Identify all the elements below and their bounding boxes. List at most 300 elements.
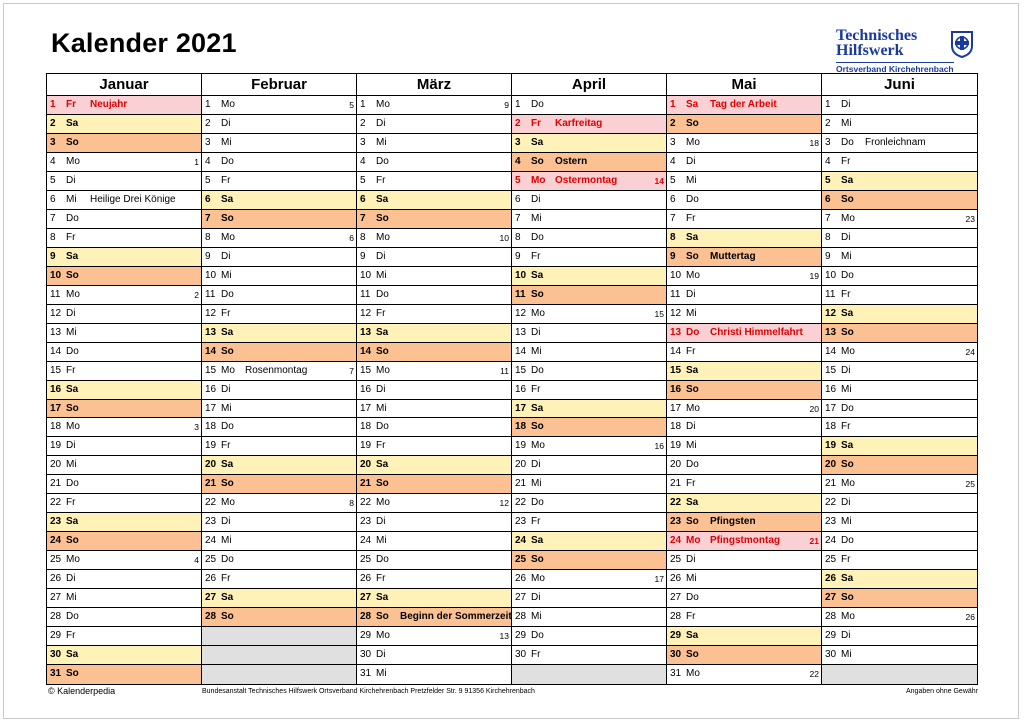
day-row (202, 532, 356, 551)
day-number: 6 (360, 193, 366, 205)
week-number: 8 (349, 498, 354, 509)
day-row (822, 475, 977, 494)
day-row (357, 418, 511, 437)
week-number: 11 (500, 365, 509, 376)
day-number: 20 (205, 459, 217, 471)
weekday: Do (686, 326, 700, 338)
day-number: 24 (50, 535, 62, 547)
week-number: 14 (654, 175, 664, 186)
weekday: Di (66, 440, 76, 452)
weekday: Sa (531, 136, 544, 148)
day-row (202, 456, 356, 475)
day-number: 3 (50, 136, 56, 148)
day-number: 25 (670, 554, 682, 566)
day-number: 20 (515, 459, 527, 471)
weekday: Do (221, 554, 234, 566)
weekday: Fr (221, 440, 231, 452)
day-number: 29 (360, 630, 372, 642)
day-row (667, 665, 821, 684)
day-row (667, 646, 821, 665)
weekday: Mo (841, 478, 855, 490)
day-row (822, 418, 977, 437)
day-number: 22 (50, 497, 62, 509)
day-number: 16 (205, 383, 217, 395)
day-number: 6 (205, 193, 211, 205)
weekday: Mo (686, 269, 700, 281)
day-row (357, 362, 511, 381)
day-row (822, 532, 977, 551)
event-label: Ostern (555, 155, 588, 167)
day-row (512, 229, 666, 248)
weekday: So (66, 402, 79, 414)
day-number: 20 (825, 459, 837, 471)
week-number: 2 (194, 289, 199, 300)
weekday: Mo (66, 554, 80, 566)
day-row (357, 305, 511, 324)
month-header: Juni (822, 74, 977, 96)
day-number: 1 (360, 99, 366, 110)
weekday: So (376, 212, 389, 224)
weekday: Fr (686, 345, 696, 357)
day-number: 18 (670, 421, 682, 433)
day-number: 27 (360, 592, 372, 604)
day-number: 29 (515, 630, 527, 642)
day-row (667, 589, 821, 608)
day-row (357, 172, 511, 191)
day-number: 3 (205, 136, 211, 148)
day-row (822, 551, 977, 570)
day-row (667, 286, 821, 305)
day-number: 17 (50, 402, 62, 414)
week-number: 1 (194, 156, 199, 167)
day-row (822, 229, 977, 248)
weekday: Mo (66, 288, 80, 300)
day-number: 13 (515, 326, 527, 338)
day-row (202, 608, 356, 627)
day-number: 11 (670, 288, 681, 300)
event-label: Muttertag (710, 250, 756, 262)
weekday: Fr (66, 231, 76, 243)
day-row (512, 96, 666, 115)
day-number: 19 (50, 440, 62, 452)
day-number: 23 (205, 516, 217, 528)
day-row (357, 513, 511, 532)
week-number: 21 (809, 536, 819, 547)
weekday: Di (841, 630, 851, 642)
weekday: So (376, 478, 389, 490)
day-row (822, 456, 977, 475)
day-row (202, 494, 356, 513)
day-number: 11 (515, 288, 526, 300)
day-number: 25 (825, 554, 837, 566)
weekday: Fr (221, 573, 231, 585)
weekday: Mo (376, 99, 390, 110)
day-row (667, 532, 821, 551)
weekday: Di (531, 592, 541, 604)
day-number: 14 (360, 345, 372, 357)
day-row (667, 627, 821, 646)
day-row (667, 570, 821, 589)
empty-day-cell (822, 665, 977, 684)
weekday: So (686, 516, 699, 528)
day-number: 4 (50, 155, 56, 167)
weekday: Do (221, 288, 234, 300)
day-number: 12 (50, 307, 62, 319)
day-row (357, 627, 511, 646)
weekday: Di (686, 554, 696, 566)
weekday: So (841, 592, 854, 604)
day-number: 2 (205, 117, 211, 129)
day-row (47, 646, 201, 665)
day-number: 15 (50, 364, 62, 376)
day-row (357, 532, 511, 551)
day-number: 22 (670, 497, 682, 509)
day-number: 5 (205, 174, 211, 186)
weekday: Sa (686, 364, 699, 376)
weekday: Sa (841, 573, 854, 585)
day-number: 12 (670, 307, 682, 319)
weekday: Di (376, 250, 386, 262)
weekday: Di (531, 459, 541, 471)
thw-logo (836, 28, 976, 74)
day-number: 18 (515, 421, 527, 433)
week-number: 12 (499, 498, 509, 509)
weekday: Mo (221, 99, 235, 110)
weekday: Mi (221, 269, 232, 281)
day-row (667, 267, 821, 286)
day-row (202, 513, 356, 532)
day-number: 23 (50, 516, 62, 528)
weekday: Fr (66, 497, 76, 509)
week-number: 16 (654, 441, 664, 452)
day-number: 23 (670, 516, 682, 528)
weekday: Fr (66, 99, 76, 110)
day-row (202, 381, 356, 400)
day-row (667, 324, 821, 343)
weekday: Sa (221, 459, 234, 471)
day-number: 20 (670, 459, 682, 471)
day-number: 1 (205, 99, 211, 110)
day-row (357, 324, 511, 343)
weekday: Mi (531, 478, 542, 490)
weekday: Sa (686, 497, 699, 509)
day-row (512, 646, 666, 665)
day-row (667, 153, 821, 172)
day-number: 17 (360, 402, 372, 414)
weekday: Di (376, 117, 386, 129)
day-row (822, 172, 977, 191)
day-number: 18 (825, 421, 837, 433)
day-number: 9 (360, 250, 366, 262)
weekday: Sa (221, 326, 234, 338)
weekday: Mi (66, 459, 77, 471)
weekday: Di (841, 497, 851, 509)
day-row (47, 627, 201, 646)
day-row (822, 627, 977, 646)
day-number: 10 (50, 269, 62, 281)
day-number: 5 (670, 174, 676, 186)
day-number: 21 (825, 478, 837, 490)
weekday: Mo (686, 668, 700, 680)
day-row (357, 343, 511, 362)
day-number: 15 (670, 364, 682, 376)
day-row (822, 134, 977, 153)
weekday: Di (841, 99, 851, 110)
day-number: 10 (205, 269, 217, 281)
day-row (202, 475, 356, 494)
day-row (47, 494, 201, 513)
day-row (357, 229, 511, 248)
day-number: 17 (205, 402, 217, 414)
day-row (47, 343, 201, 362)
day-number: 9 (515, 250, 521, 262)
weekday: Do (376, 554, 389, 566)
day-number: 26 (360, 573, 372, 585)
day-number: 21 (515, 478, 527, 490)
weekday: Di (376, 649, 386, 661)
weekday: Mo (686, 535, 701, 547)
day-number: 5 (515, 174, 521, 186)
day-number: 14 (670, 345, 682, 357)
weekday: Fr (841, 288, 851, 300)
week-number: 22 (809, 669, 819, 680)
weekday: Do (221, 421, 234, 433)
day-row (47, 153, 201, 172)
day-row (667, 513, 821, 532)
day-row (47, 418, 201, 437)
weekday: So (221, 478, 234, 490)
day-row (47, 475, 201, 494)
day-number: 29 (50, 630, 62, 642)
day-number: 27 (825, 592, 837, 604)
event-label: Pfingsten (710, 516, 756, 528)
day-row (357, 646, 511, 665)
day-row (822, 646, 977, 665)
day-row (667, 229, 821, 248)
day-row (667, 134, 821, 153)
week-number: 20 (809, 403, 819, 414)
day-number: 28 (825, 611, 837, 623)
day-number: 30 (360, 649, 372, 661)
weekday: Sa (66, 250, 79, 262)
day-row (47, 115, 201, 134)
weekday: Do (66, 212, 79, 224)
day-row (47, 551, 201, 570)
weekday: Sa (686, 231, 699, 243)
day-row (512, 494, 666, 513)
day-row (202, 191, 356, 210)
weekday: Do (221, 155, 234, 167)
day-number: 24 (825, 535, 837, 547)
weekday: Sa (376, 592, 389, 604)
weekday: Mo (221, 231, 235, 243)
day-row (667, 437, 821, 456)
day-row (512, 437, 666, 456)
weekday: Mo (531, 573, 545, 585)
day-number: 8 (50, 231, 56, 243)
footer-disclaimer: Angaben ohne Gewähr (906, 688, 978, 695)
day-number: 18 (205, 421, 217, 433)
day-number: 13 (50, 326, 62, 338)
day-number: 12 (205, 307, 217, 319)
day-row (357, 570, 511, 589)
day-row (202, 134, 356, 153)
weekday: Mi (376, 535, 387, 547)
day-number: 27 (515, 592, 527, 604)
weekday: Mi (841, 117, 852, 129)
day-number: 18 (50, 421, 62, 433)
day-number: 17 (825, 402, 837, 414)
day-row (822, 608, 977, 627)
day-number: 13 (825, 326, 837, 338)
weekday: Di (221, 516, 231, 528)
day-row (47, 172, 201, 191)
weekday: Di (66, 307, 76, 319)
day-number: 22 (825, 497, 837, 509)
day-row (47, 400, 201, 419)
weekday: Mi (221, 535, 232, 547)
day-number: 1 (515, 99, 521, 110)
day-row (357, 191, 511, 210)
day-number: 8 (360, 231, 366, 243)
week-number: 26 (965, 612, 975, 623)
day-row (512, 381, 666, 400)
day-row (357, 96, 511, 115)
day-row (202, 210, 356, 229)
day-number: 16 (50, 383, 62, 395)
weekday: So (841, 326, 854, 338)
event-label: Pfingstmontag (710, 535, 780, 547)
weekday: Di (376, 383, 386, 395)
weekday: Fr (686, 611, 696, 623)
weekday: Mo (66, 421, 80, 433)
day-number: 20 (50, 459, 62, 471)
weekday: So (66, 668, 79, 680)
weekday: Sa (686, 630, 699, 642)
day-row (47, 665, 201, 684)
weekday: Sa (376, 459, 389, 471)
weekday: Mo (376, 630, 390, 642)
day-row (667, 343, 821, 362)
day-number: 30 (515, 649, 527, 661)
day-number: 30 (50, 649, 62, 661)
weekday: Sa (376, 326, 389, 338)
calendar-grid (46, 73, 978, 685)
day-number: 12 (360, 307, 372, 319)
weekday: Mi (531, 345, 542, 357)
weekday: Do (531, 364, 544, 376)
weekday: Di (376, 516, 386, 528)
weekday: Fr (841, 155, 851, 167)
weekday: Fr (376, 440, 386, 452)
day-number: 3 (825, 136, 831, 148)
day-number: 29 (825, 630, 837, 642)
day-row (822, 286, 977, 305)
weekday: Sa (841, 174, 854, 186)
week-number: 6 (349, 232, 354, 243)
day-row (822, 362, 977, 381)
weekday: Di (531, 326, 541, 338)
day-number: 1 (50, 99, 56, 110)
day-number: 15 (825, 364, 837, 376)
day-number: 1 (670, 99, 676, 110)
day-row (667, 172, 821, 191)
logo-line-2: Hilfswerk (836, 42, 904, 59)
day-row (512, 248, 666, 267)
day-number: 19 (515, 440, 527, 452)
day-number: 25 (360, 554, 372, 566)
day-row (202, 96, 356, 115)
day-number: 8 (515, 231, 521, 243)
weekday: Do (66, 478, 79, 490)
day-number: 22 (515, 497, 527, 509)
weekday: So (531, 288, 544, 300)
week-number: 10 (499, 232, 509, 243)
day-row (512, 153, 666, 172)
empty-day-cell (202, 646, 356, 665)
weekday: So (221, 345, 234, 357)
day-number: 17 (515, 402, 527, 414)
event-label: Karfreitag (555, 117, 603, 129)
day-number: 28 (50, 611, 62, 623)
day-row (822, 191, 977, 210)
day-number: 31 (50, 668, 62, 680)
weekday: Fr (531, 250, 541, 262)
month-header: April (512, 74, 666, 96)
weekday: Fr (686, 478, 696, 490)
week-number: 23 (965, 213, 975, 224)
weekday: So (686, 383, 699, 395)
event-label: Neujahr (90, 99, 128, 110)
day-number: 31 (670, 668, 682, 680)
day-row (512, 513, 666, 532)
day-number: 9 (205, 250, 211, 262)
day-row (47, 305, 201, 324)
day-row (512, 115, 666, 134)
weekday: Sa (686, 99, 699, 110)
weekday: So (686, 649, 699, 661)
day-row (667, 418, 821, 437)
week-number: 9 (504, 100, 509, 110)
day-number: 16 (515, 383, 527, 395)
day-row (822, 96, 977, 115)
day-row (512, 210, 666, 229)
day-row (202, 570, 356, 589)
weekday: Mo (66, 155, 80, 167)
day-row (47, 191, 201, 210)
day-number: 10 (360, 269, 372, 281)
week-number: 18 (809, 137, 819, 148)
day-number: 3 (360, 136, 366, 148)
weekday: So (531, 155, 544, 167)
day-row (357, 210, 511, 229)
weekday: Mi (841, 516, 852, 528)
weekday: So (531, 421, 544, 433)
weekday: Mo (531, 307, 545, 319)
day-number: 11 (205, 288, 216, 300)
day-row (357, 551, 511, 570)
day-number: 21 (360, 478, 372, 490)
day-number: 16 (360, 383, 372, 395)
weekday: So (686, 117, 699, 129)
weekday: So (66, 269, 79, 281)
day-number: 19 (205, 440, 217, 452)
weekday: So (376, 611, 389, 623)
day-number: 22 (205, 497, 217, 509)
day-row (512, 343, 666, 362)
day-row (667, 305, 821, 324)
footer-address: Bundesanstalt Technisches Hilfswerk Ortsverband Kirchehrenbach Pretzfelder Str. 9 91356 Kirchehrenbach (202, 688, 535, 695)
